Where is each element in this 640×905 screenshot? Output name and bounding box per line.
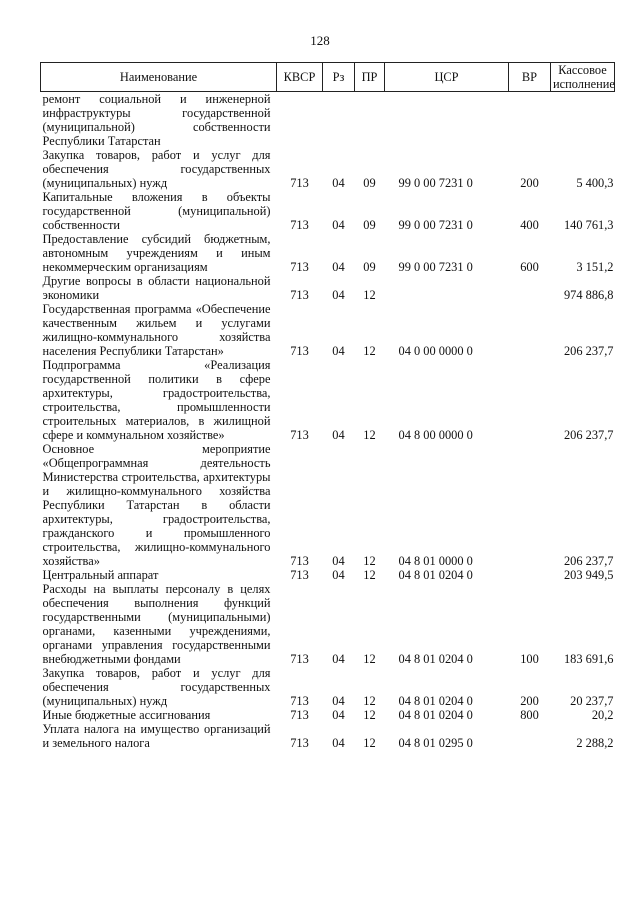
cell-sum <box>551 92 615 149</box>
cell-sum: 203 949,5 <box>563 568 614 582</box>
cell-vr <box>509 92 551 149</box>
cell-rz: 04 <box>332 344 345 358</box>
table-row <box>41 568 615 582</box>
cell-name: Иные бюджетные ассигнования <box>42 708 211 722</box>
cell-pr: 12 <box>363 554 376 568</box>
cell-kvsr <box>277 92 323 149</box>
cell-kvsr: 713 <box>290 708 309 722</box>
cell-rz: 04 <box>332 288 345 302</box>
cell-name: Капитальные вложения в объекты государственной (муниципальной) собственности <box>42 190 271 232</box>
cell-kvsr: 713 <box>290 176 309 190</box>
cell-name: Расходы на выплаты персоналу в целях обеспечения выполнения функций государственными (муниципальными) органами, казенными учреждениями, органами управления государственными внебюджетными фондами <box>42 582 271 666</box>
cell-sum: 5 400,3 <box>576 176 614 190</box>
table-row <box>41 442 615 568</box>
page-number: 128 <box>310 33 330 48</box>
cell-kvsr: 713 <box>290 428 309 442</box>
cell-vr: 200 <box>520 694 539 708</box>
cell-sum: 140 761,3 <box>563 218 614 232</box>
cell-kvsr: 713 <box>290 344 309 358</box>
cell-pr: 09 <box>363 260 376 274</box>
cell-sum: 206 237,7 <box>563 344 614 358</box>
cell-pr: 12 <box>363 694 376 708</box>
header-sum: Кассовое исполнение <box>551 63 615 92</box>
cell-csr: 04 8 01 0204 0 <box>398 708 473 722</box>
table-row <box>41 148 615 190</box>
cell-rz: 04 <box>332 652 345 666</box>
cell-kvsr: 713 <box>290 260 309 274</box>
table-row <box>41 302 615 358</box>
cell-kvsr: 713 <box>290 652 309 666</box>
cell-name: Центральный аппарат <box>42 568 159 582</box>
table-body <box>41 92 615 751</box>
cell-sum: 183 691,6 <box>563 652 614 666</box>
cell-vr <box>509 274 551 302</box>
cell-name: Закупка товаров, работ и услуг для обеспечения государственных (муниципальных) нужд <box>42 666 271 708</box>
cell-name: ремонт социальной и инженерной инфраструктуры государственной (муниципальной) собственности Республики Татарстан <box>42 92 271 148</box>
cell-rz: 04 <box>332 260 345 274</box>
cell-vr <box>509 442 551 568</box>
cell-pr: 12 <box>363 288 376 302</box>
cell-csr: 04 8 01 0295 0 <box>398 736 473 750</box>
cell-sum: 20 237,7 <box>570 694 614 708</box>
table-row <box>41 190 615 232</box>
header-csr: ЦСР <box>385 63 509 92</box>
header-name: Наименование <box>41 63 277 92</box>
cell-sum: 2 288,2 <box>576 736 614 750</box>
cell-pr: 12 <box>363 568 376 582</box>
cell-name: Государственная программа «Обеспечение качественным жильем и услугами жилищно-коммунального хозяйства населения Республики Татарстан» <box>42 302 271 358</box>
table-row <box>41 722 615 750</box>
cell-vr <box>509 722 551 750</box>
cell-rz: 04 <box>332 428 345 442</box>
cell-sum: 206 237,7 <box>563 428 614 442</box>
cell-csr: 04 8 00 0000 0 <box>398 428 473 442</box>
cell-vr: 600 <box>520 260 539 274</box>
cell-vr <box>509 302 551 358</box>
cell-name: Уплата налога на имущество организаций и земельного налога <box>42 722 271 750</box>
cell-csr: 99 0 00 7231 0 <box>398 218 473 232</box>
header-vr: ВР <box>509 63 551 92</box>
cell-rz: 04 <box>332 736 345 750</box>
cell-rz: 04 <box>332 218 345 232</box>
table-row <box>41 92 615 149</box>
table-row <box>41 358 615 442</box>
cell-name: Предоставление субсидий бюджетным, автономным учреждениям и иным некоммерческим организациям <box>42 232 271 274</box>
cell-kvsr: 713 <box>290 554 309 568</box>
cell-kvsr: 713 <box>290 568 309 582</box>
cell-pr: 09 <box>363 176 376 190</box>
cell-name: Подпрограмма «Реализация государственной политики в сфере архитектуры, градостроительства, строительства, промышленности строительных материалов, в жилищной сфере и коммунальном хозяйстве» <box>42 358 271 442</box>
cell-vr <box>509 568 551 582</box>
cell-csr: 04 8 01 0204 0 <box>398 568 473 582</box>
table-row <box>41 582 615 666</box>
cell-rz: 04 <box>332 694 345 708</box>
cell-kvsr: 713 <box>290 288 309 302</box>
header-kvsr: КВСР <box>277 63 323 92</box>
cell-kvsr: 713 <box>290 694 309 708</box>
cell-vr: 400 <box>520 218 539 232</box>
table-row <box>41 232 615 274</box>
cell-pr: 12 <box>363 652 376 666</box>
cell-csr: 04 8 01 0000 0 <box>398 554 473 568</box>
cell-kvsr: 713 <box>290 218 309 232</box>
cell-name: Другие вопросы в области национальной экономики <box>42 274 271 302</box>
cell-sum: 206 237,7 <box>563 554 614 568</box>
cell-vr <box>509 358 551 442</box>
cell-pr <box>355 92 385 149</box>
cell-vr: 800 <box>520 708 539 722</box>
cell-kvsr: 713 <box>290 736 309 750</box>
cell-csr: 04 0 00 0000 0 <box>398 344 473 358</box>
cell-rz: 04 <box>332 568 345 582</box>
budget-execution-table <box>40 62 615 750</box>
cell-vr: 100 <box>520 652 539 666</box>
cell-csr: 99 0 00 7231 0 <box>398 176 473 190</box>
cell-rz: 04 <box>332 176 345 190</box>
cell-rz <box>323 92 355 149</box>
cell-csr: 04 8 01 0204 0 <box>398 652 473 666</box>
table-header <box>41 63 615 92</box>
cell-sum: 974 886,8 <box>563 288 614 302</box>
cell-pr: 12 <box>363 344 376 358</box>
cell-vr: 200 <box>520 176 539 190</box>
cell-sum: 20,2 <box>591 708 614 722</box>
cell-name: Основное мероприятие «Общепрограммная деятельность Министерства строительства, архитектуры и жилищно-коммунального хозяйства Республики Татарстан в области архитектуры, градостроительства, гражданского и промышленного строительства, жилищно-коммунального хозяйства» <box>42 442 271 568</box>
header-pr: ПР <box>355 63 385 92</box>
cell-pr: 12 <box>363 708 376 722</box>
cell-name: Закупка товаров, работ и услуг для обеспечения государственных (муниципальных) нужд <box>42 148 271 190</box>
cell-csr: 99 0 00 7231 0 <box>398 260 473 274</box>
cell-rz: 04 <box>332 554 345 568</box>
cell-pr: 12 <box>363 428 376 442</box>
cell-pr: 12 <box>363 736 376 750</box>
table-row <box>41 708 615 722</box>
cell-csr: 04 8 01 0204 0 <box>398 694 473 708</box>
table-row <box>41 274 615 302</box>
cell-pr: 09 <box>363 218 376 232</box>
cell-csr <box>385 92 509 149</box>
cell-rz: 04 <box>332 708 345 722</box>
cell-sum: 3 151,2 <box>576 260 614 274</box>
table-row <box>41 666 615 708</box>
header-rz: Рз <box>323 63 355 92</box>
cell-csr <box>385 274 509 302</box>
